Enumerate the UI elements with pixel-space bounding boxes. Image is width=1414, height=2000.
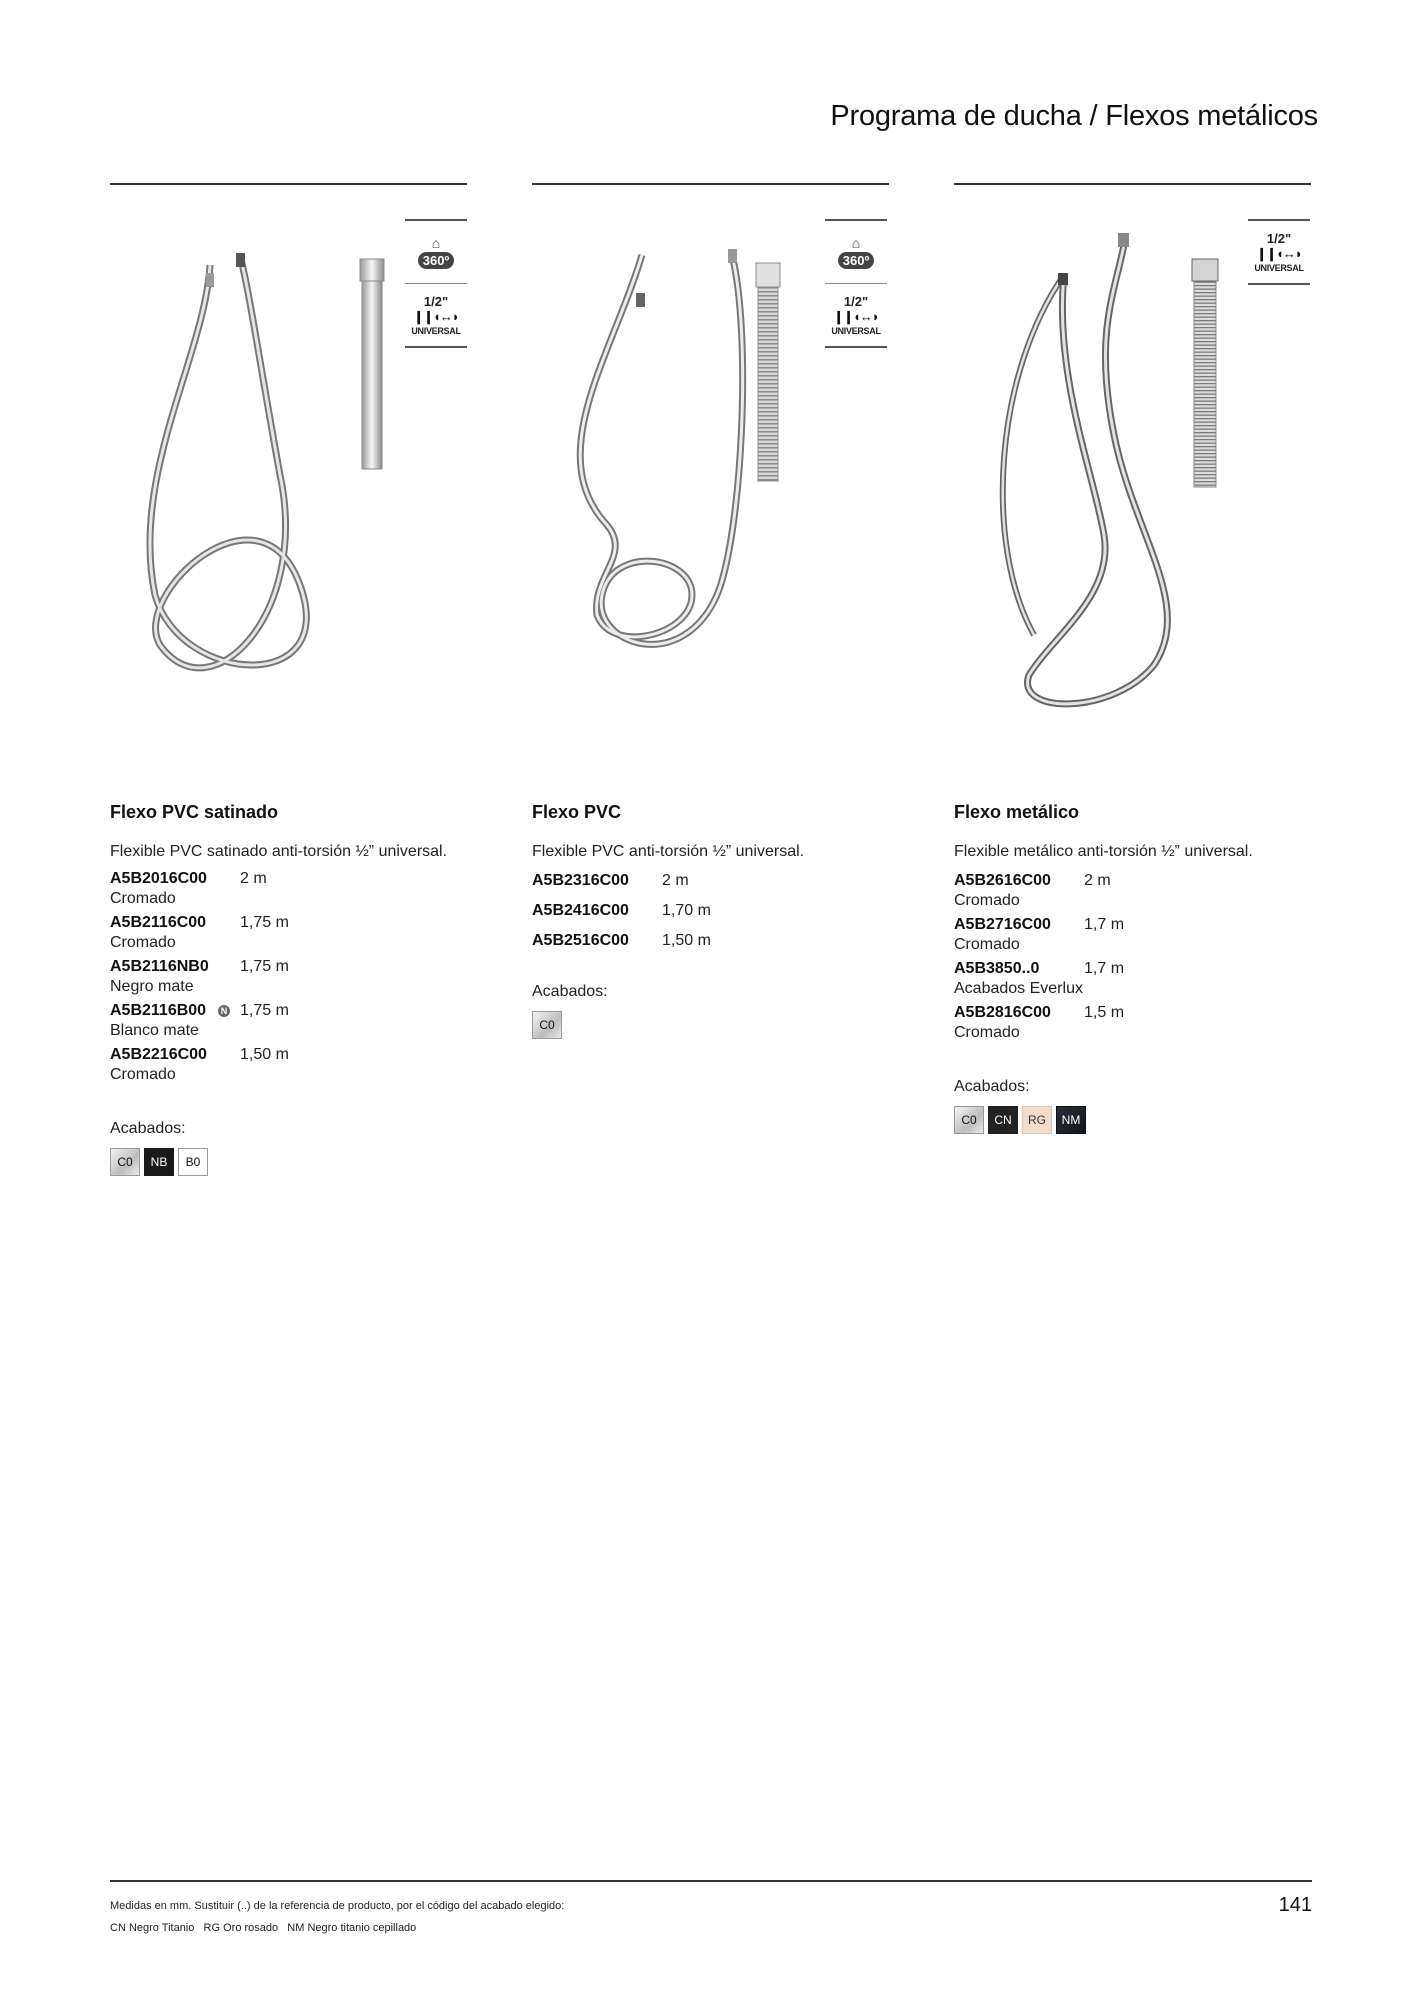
universal-connector-icon: 1/2" ❙❙◖↔◗ UNIVERSAL xyxy=(831,294,881,336)
reference-code: A5B2416C00 xyxy=(532,902,629,919)
column-rule-3 xyxy=(954,183,1311,185)
spec-badges xyxy=(825,219,887,348)
finish-swatch-c0: C0 xyxy=(110,1148,140,1176)
reference-finish: Blanco mate xyxy=(110,1022,199,1039)
footer-note: Medidas en mm. Sustituir (..) de la referencia de producto, por el código del acabado elegido: xyxy=(110,1900,565,1912)
reference-item xyxy=(532,930,889,951)
reference-finish: Cromado xyxy=(954,892,1020,909)
spec-badges xyxy=(1248,219,1310,285)
hose-nut-right xyxy=(1118,233,1129,247)
product-image-flexo-pvc-satinado xyxy=(110,215,467,735)
reference-finish: Cromado xyxy=(110,934,176,951)
product-image-flexo-pvc xyxy=(532,215,889,735)
reference-length: 1,75 m xyxy=(240,914,289,931)
hose-nut-right xyxy=(728,249,737,263)
hose-nut-left xyxy=(636,293,645,307)
reference-code: A5B2316C00 xyxy=(532,872,629,889)
reference-length: 1,75 m xyxy=(240,958,289,975)
reference-code: A5B2016C00 xyxy=(110,870,207,887)
reference-code: A5B2616C00 xyxy=(954,872,1051,889)
reference-length: 1,7 m xyxy=(1084,916,1125,933)
finish-swatch-nm: NM xyxy=(1056,1106,1086,1134)
hose-section-detail xyxy=(362,259,382,469)
reference-code: A5B2116NB0 xyxy=(110,958,209,975)
hose-nut-left xyxy=(206,273,214,287)
footer-legend: CN Negro Titanio RG Oro rosado NM Negro titanio cepillado xyxy=(110,1922,417,1934)
reference-finish: Cromado xyxy=(954,1024,1020,1041)
new-product-icon: N xyxy=(218,1005,230,1017)
reference-length: 1,5 m xyxy=(1084,1004,1125,1021)
hose-section-detail xyxy=(1194,263,1216,487)
finish-swatch-cn: CN xyxy=(988,1106,1018,1134)
reference-item xyxy=(954,914,1311,954)
page-title: Programa de ducha / Flexos metálicos xyxy=(830,100,1318,132)
reference-item xyxy=(110,1000,467,1040)
product-name: Flexo PVC satinado xyxy=(110,802,279,822)
hose-section-detail xyxy=(758,267,778,481)
reference-code: A5B2516C00 xyxy=(532,932,629,949)
hose-coil-illustration xyxy=(954,215,1311,735)
column-rule-2 xyxy=(532,183,889,185)
reference-length: 1,50 m xyxy=(662,932,711,949)
reference-length: 2 m xyxy=(240,870,267,887)
rotation-360-icon: ⌂ 360º xyxy=(825,221,887,284)
finishes-label: Acabados: xyxy=(110,1120,186,1137)
product-flexo-pvc xyxy=(532,802,889,1039)
finishes-label: Acabados: xyxy=(532,983,608,1000)
finish-swatch-c0: C0 xyxy=(954,1106,984,1134)
reference-code: A5B2116C00 xyxy=(110,914,207,931)
reference-item xyxy=(110,868,467,908)
reference-code: A5B3850..0 xyxy=(954,960,1040,977)
reference-item xyxy=(532,900,889,921)
finish-swatches xyxy=(110,1148,467,1176)
reference-item xyxy=(110,912,467,952)
product-description: Flexible PVC anti-torsión ½” universal. xyxy=(532,843,805,860)
finish-swatches xyxy=(532,1011,889,1039)
finish-swatch-rg: RG xyxy=(1022,1106,1052,1134)
reference-length: 1,70 m xyxy=(662,902,711,919)
column-rule-1 xyxy=(110,183,467,185)
product-description: Flexible PVC satinado anti-torsión ½” universal. xyxy=(110,843,448,860)
reference-code: A5B2116B00 xyxy=(110,1002,207,1019)
finish-swatch-b0: B0 xyxy=(178,1148,208,1176)
rotation-360-icon: ⌂ 360º xyxy=(405,221,467,284)
reference-item xyxy=(954,958,1311,998)
product-name: Flexo metálico xyxy=(954,802,1080,822)
reference-finish: Acabados Everlux xyxy=(954,980,1083,997)
finishes-label: Acabados: xyxy=(954,1078,1030,1095)
hose-nut-left xyxy=(1058,273,1068,285)
reference-item xyxy=(110,956,467,996)
universal-connector-icon: 1/2" ❙❙◖↔◗ UNIVERSAL xyxy=(1254,231,1304,273)
reference-code: A5B2816C00 xyxy=(954,1004,1051,1021)
reference-length: 1,75 m xyxy=(240,1002,289,1019)
spec-badges xyxy=(405,219,467,348)
reference-length: 1,50 m xyxy=(240,1046,289,1063)
reference-code: A5B2216C00 xyxy=(110,1046,207,1063)
reference-finish: Cromado xyxy=(110,890,176,907)
product-flexo-pvc-satinado xyxy=(110,802,467,1176)
reference-code: A5B2716C00 xyxy=(954,916,1051,933)
finish-swatches xyxy=(954,1106,1311,1134)
product-name: Flexo PVC xyxy=(532,802,622,822)
reference-item xyxy=(954,870,1311,910)
reference-length: 2 m xyxy=(662,872,689,889)
reference-length: 2 m xyxy=(1084,872,1111,889)
product-description: Flexible metálico anti-torsión ½” universal. xyxy=(954,843,1253,860)
reference-finish: Cromado xyxy=(954,936,1020,953)
universal-connector-icon: 1/2" ❙❙◖↔◗ UNIVERSAL xyxy=(411,294,461,336)
footer-rule xyxy=(110,1880,1312,1882)
product-flexo-metalico xyxy=(954,802,1311,1134)
finish-swatch-nb: NB xyxy=(144,1148,174,1176)
reference-item xyxy=(954,1002,1311,1042)
finish-swatch-c0: C0 xyxy=(532,1011,562,1039)
reference-item xyxy=(532,870,889,891)
reference-finish: Cromado xyxy=(110,1066,176,1083)
page-number: 141 xyxy=(1278,1894,1312,1916)
product-image-flexo-metalico xyxy=(954,215,1311,735)
hose-nut-right xyxy=(236,253,245,267)
reference-item xyxy=(110,1044,467,1084)
reference-finish: Negro mate xyxy=(110,978,194,995)
reference-length: 1,7 m xyxy=(1084,960,1125,977)
